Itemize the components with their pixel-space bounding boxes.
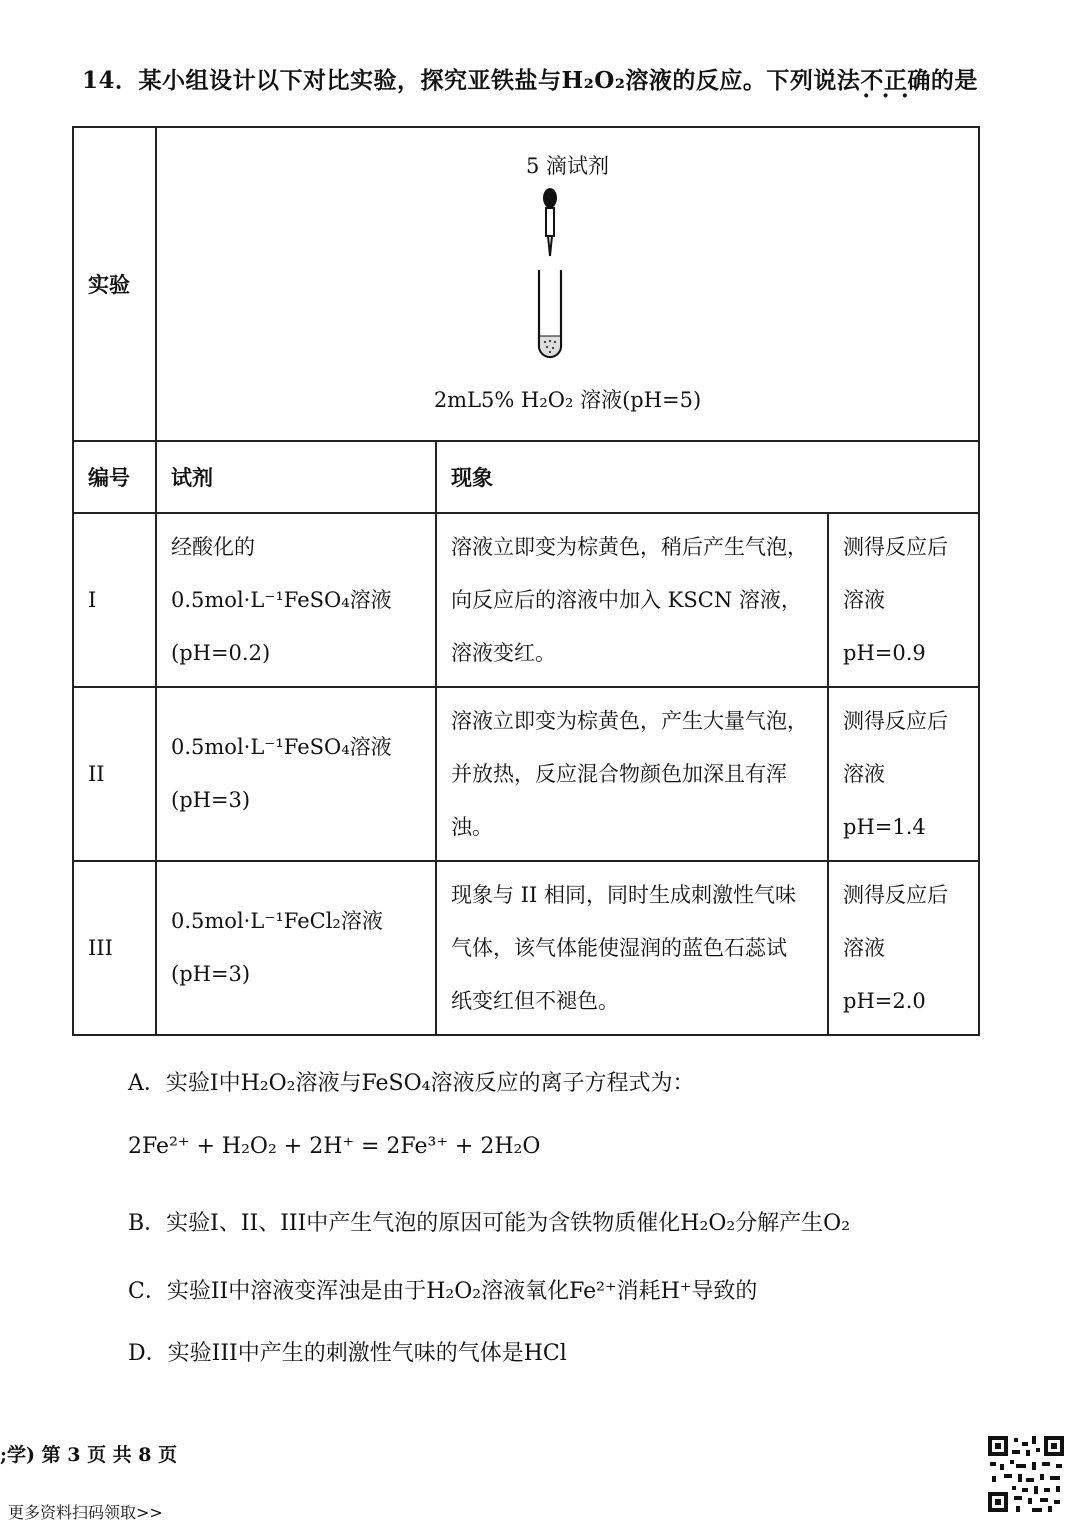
experiment-table xyxy=(72,126,980,1036)
phenomenon-line: 现象与 II 相同，同时生成刺激性气味 xyxy=(451,882,796,907)
question-stem xyxy=(82,62,978,95)
header-phenomenon: 现象 xyxy=(436,441,979,513)
phenomenon-line: 纸变红但不褪色。 xyxy=(451,988,619,1013)
option-a: A．实验I中H₂O₂溶液与FeSO₄溶液反应的离子方程式为： xyxy=(128,1071,695,1096)
phenomenon-line: 气体，该气体能使湿润的蓝色石蕊试 xyxy=(451,935,787,960)
reagent-line: 经酸化的 xyxy=(171,534,255,559)
row-phenomenon xyxy=(436,513,828,687)
header-reagent: 试剂 xyxy=(156,441,436,513)
page-footer: ;学) 第 3 页 共 8 页 xyxy=(0,1444,178,1466)
dropper-test-tube-diagram xyxy=(537,184,577,364)
setup-bottom-label: 2mL5% H₂O₂ 溶液(pH=5) xyxy=(433,388,702,412)
result-line: 测得反应后 xyxy=(843,708,948,733)
phenomenon-line: 溶液变红。 xyxy=(451,640,556,665)
row-result xyxy=(828,861,979,1035)
question-emphasis: 不正确 · · · xyxy=(860,67,931,94)
row-id: I xyxy=(73,513,156,687)
header-id: 编号 xyxy=(73,441,156,513)
result-line: 溶液 pH=1.4 xyxy=(843,761,926,839)
question-suffix: 的是 xyxy=(930,67,978,94)
experiment-label: 实验 xyxy=(73,127,156,441)
row-reagent xyxy=(156,687,436,861)
row-phenomenon xyxy=(436,687,828,861)
setup-top-label: 5 滴试剂 xyxy=(525,154,610,178)
result-line: 溶液 pH=0.9 xyxy=(843,587,926,665)
reagent-line: 0.5mol·L⁻¹FeSO₄溶液 xyxy=(171,735,392,759)
result-line: 溶液 pH=2.0 xyxy=(843,935,926,1013)
phenomenon-line: 浊。 xyxy=(451,814,493,839)
row-reagent xyxy=(156,513,436,687)
row-result xyxy=(828,513,979,687)
row-id: II xyxy=(73,687,156,861)
reagent-line: (pH=3) xyxy=(171,788,251,812)
phenomenon-line: 溶液立即变为棕黄色，稍后产生气泡， xyxy=(451,534,808,559)
phenomenon-line: 溶液立即变为棕黄色，产生大量气泡， xyxy=(451,708,808,733)
setup-row xyxy=(73,127,979,441)
row-phenomenon xyxy=(436,861,828,1035)
row-result xyxy=(828,687,979,861)
reagent-line: (pH=0.2) xyxy=(171,640,271,665)
option-b: B．实验I、II、III中产生气泡的原因可能为含铁物质催化H₂O₂分解产生O₂ xyxy=(128,1211,851,1236)
row-id: III xyxy=(73,861,156,1035)
more-resources-text: 更多资料扫码领取>> xyxy=(8,1503,163,1522)
result-line: 测得反应后 xyxy=(843,534,948,559)
question-prefix: 14．某小组设计以下对比实验，探究亚铁盐与H₂O₂溶液的反应。下列说法 xyxy=(82,67,861,94)
header-row xyxy=(73,441,979,513)
table-row-3 xyxy=(73,861,979,1035)
phenomenon-line: 向反应后的溶液中加入 KSCN 溶液， xyxy=(451,587,802,612)
result-line: 测得反应后 xyxy=(843,882,948,907)
option-d: D．实验III中产生的刺激性气味的气体是HCl xyxy=(128,1341,567,1366)
option-c: C．实验II中溶液变浑浊是由于H₂O₂溶液氧化Fe²⁺消耗H⁺导致的 xyxy=(128,1279,758,1304)
row-reagent xyxy=(156,861,436,1035)
table-row-2 xyxy=(73,687,979,861)
qr-code-icon xyxy=(986,1434,1066,1514)
table-row-1 xyxy=(73,513,979,687)
phenomenon-line: 并放热，反应混合物颜色加深且有浑 xyxy=(451,761,787,786)
option-a-equation: 2Fe²⁺ + H₂O₂ + 2H⁺ = 2Fe³⁺ + 2H₂O xyxy=(128,1134,541,1159)
reagent-line: (pH=3) xyxy=(171,962,251,986)
reagent-line: 0.5mol·L⁻¹FeCl₂溶液 xyxy=(171,909,383,933)
reagent-line: 0.5mol·L⁻¹FeSO₄溶液 xyxy=(171,587,392,612)
setup-diagram-cell xyxy=(156,127,979,441)
